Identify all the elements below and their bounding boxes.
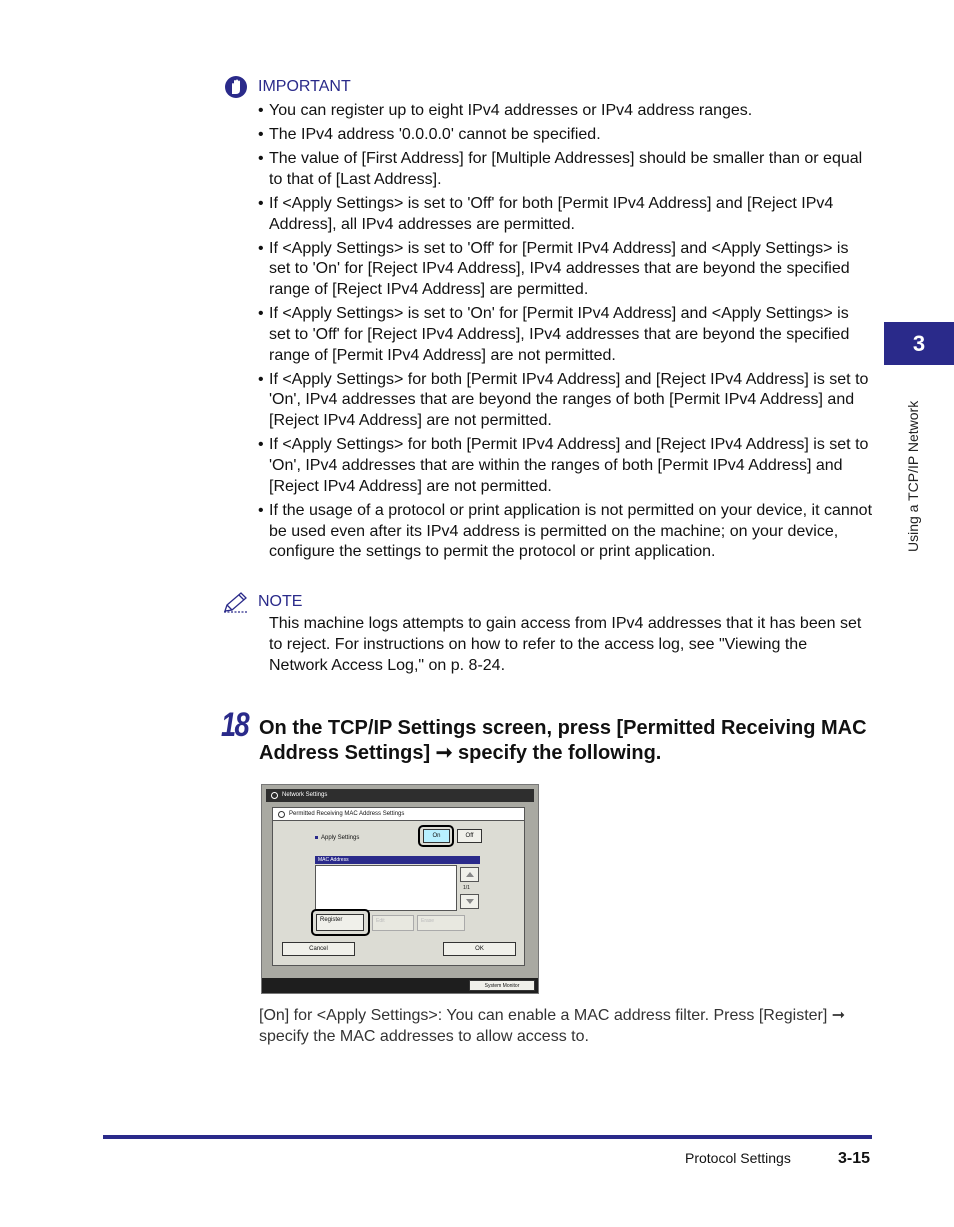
screen-title: Network Settings xyxy=(282,792,328,798)
list-item: • If <Apply Settings> is set to 'Off' for both [Permit IPv4 Address] and [Reject IPv4 Address], all IPv4 addresses are permitted. xyxy=(258,194,872,236)
list-item: • If <Apply Settings> for both [Permit IPv4 Address] and [Reject IPv4 Address] is set to 'On', IPv4 addresses that are within the ranges of both [Permit IPv4 Address] and [Reject IPv4 Address] are not permitted. xyxy=(258,435,872,497)
panel-title: Permitted Receiving MAC Address Settings xyxy=(289,811,405,817)
pencil-icon xyxy=(222,591,250,613)
scroll-down-button[interactable] xyxy=(460,894,479,909)
list-item: • If <Apply Settings> is set to 'Off' for [Permit IPv4 Address] and <Apply Settings> is set to 'On' for [Reject IPv4 Address], IPv4 addresses that are beyond the specified range of [Reject IPv4 Address] are permitted. xyxy=(258,239,872,301)
chapter-title-vertical: Using a TCP/IP Network xyxy=(905,400,921,552)
arrow-up-icon xyxy=(466,872,474,877)
status-bar xyxy=(262,978,538,993)
apply-settings-label: Apply Settings xyxy=(315,835,359,841)
settings-icon xyxy=(278,811,285,818)
panel-title-bar xyxy=(273,808,524,821)
mac-address-list[interactable] xyxy=(315,865,457,911)
screen-title-bar xyxy=(266,789,534,802)
settings-icon xyxy=(271,792,278,799)
bullet-square-icon xyxy=(315,836,318,839)
list-item: • If <Apply Settings> is set to 'On' for [Permit IPv4 Address] and <Apply Settings> is set to 'Off' for [Reject IPv4 Address], IPv4 addresses that are beyond the specified range of [Permit IPv4 Address] are not permitted. xyxy=(258,304,872,366)
scroll-up-button[interactable] xyxy=(460,867,479,882)
settings-screenshot xyxy=(261,784,539,994)
register-button[interactable]: Register xyxy=(316,914,364,931)
settings-panel xyxy=(272,807,525,966)
edit-button[interactable]: Edit xyxy=(372,915,414,931)
hand-stop-icon xyxy=(225,76,247,98)
chapter-tab: 3 xyxy=(884,322,954,365)
note-text: This machine logs attempts to gain access from IPv4 addresses that it has been set to reject. For instructions on how to refer to the access log, see "Viewing the Network Access Log," on p. 8-24. xyxy=(269,615,862,674)
note-label: NOTE xyxy=(258,593,303,610)
erase-button[interactable]: Erase xyxy=(417,915,465,931)
system-monitor-button[interactable]: System Monitor xyxy=(469,980,535,991)
off-button[interactable]: Off xyxy=(457,829,482,843)
cancel-button[interactable]: Cancel xyxy=(282,942,355,956)
arrow-down-icon xyxy=(466,899,474,904)
step-text: On the TCP/IP Settings screen, press [Permitted Receiving MAC Address Settings] ➞ specify the following. xyxy=(259,717,867,764)
list-item: • The IPv4 address '0.0.0.0' cannot be specified. xyxy=(258,125,872,146)
list-item: • The value of [First Address] for [Multiple Addresses] should be smaller than or equal to that of [Last Address]. xyxy=(258,149,872,191)
screenshot-caption: [On] for <Apply Settings>: You can enable a MAC address filter. Press [Register] ➞ specify the MAC addresses to allow access to. xyxy=(259,1007,846,1045)
ok-button[interactable]: OK xyxy=(443,942,516,956)
page-number: 3-15 xyxy=(838,1150,871,1167)
note-heading xyxy=(222,590,302,614)
list-item: • You can register up to eight IPv4 addresses or IPv4 address ranges. xyxy=(258,101,872,122)
mac-list-header: MAC Address xyxy=(315,856,480,864)
on-button[interactable]: On xyxy=(423,829,450,843)
important-label: IMPORTANT xyxy=(258,78,351,95)
important-list xyxy=(258,101,872,566)
footer-rule xyxy=(103,1135,872,1139)
important-heading xyxy=(225,74,351,100)
list-item: • If the usage of a protocol or print application is not permitted on your device, it cannot be used even after its IPv4 address is permitted on the machine; on your device, configure the settings to permit the protocol or print application. xyxy=(258,501,872,563)
step-number: 18 xyxy=(221,706,249,744)
footer-section: Protocol Settings xyxy=(685,1150,791,1166)
list-item: • If <Apply Settings> for both [Permit IPv4 Address] and [Reject IPv4 Address] is set to 'On', IPv4 addresses that are beyond the ranges of both [Permit IPv4 Address] and [Reject IPv4 Address] are not permitted. xyxy=(258,370,872,432)
page-indicator: 1/1 xyxy=(463,885,470,891)
